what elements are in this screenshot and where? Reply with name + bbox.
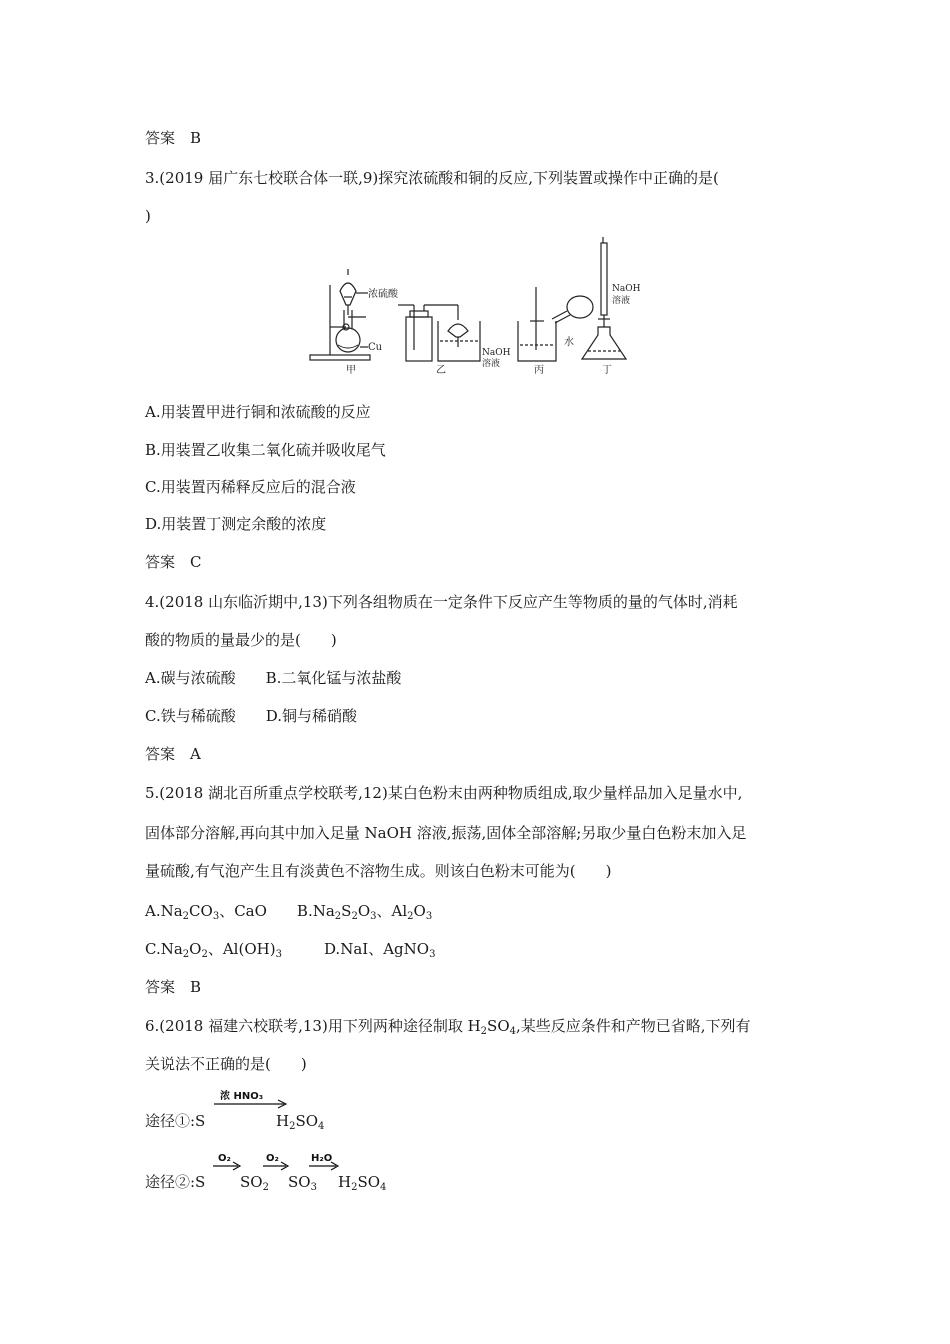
q4-options-row1	[145, 668, 401, 688]
apparatus-figure	[308, 235, 648, 375]
q4-option-a: A.碳与浓硫酸	[145, 669, 236, 687]
route2-label: 途径②:S	[145, 1173, 206, 1191]
answer-q4: 答案 A	[145, 745, 201, 763]
q3-option-d: D.用装置丁测定余酸的浓度	[145, 515, 327, 533]
label-naoh-2: NaOH	[612, 284, 641, 294]
label-ding: 丁	[602, 365, 612, 375]
route2-arrow3-label: H₂O	[311, 1153, 333, 1164]
q4-option-d: D.铜与稀硝酸	[265, 707, 357, 725]
q4-option-c: C.铁与稀硫酸	[145, 707, 236, 725]
q6-stem-line1-b: ,某些反应条件和产物已省略,下列有	[516, 1017, 751, 1035]
q3-option-c: C.用装置丙稀释反应后的混合液	[145, 478, 356, 496]
label-jia: 甲	[346, 365, 356, 375]
q3-stem-line1: 3.(2019 届广东七校联合体一联,9)探究浓硫酸和铜的反应,下列装置或操作中正确的是(	[145, 169, 719, 187]
route2-so2: $SO_2$	[240, 1173, 269, 1193]
label-solution-2: 溶液	[612, 296, 631, 306]
q5-options-row2: $C.Na_2O_2$、$Al(OH)_3$ D.NaI、AgNO$_3$	[145, 940, 436, 960]
label-water: 水	[564, 337, 574, 348]
q5-stem-line1: 5.(2018 湖北百所重点学校联考,12)某白色粉末由两种物质组成,取少量样品加入足量水中,	[145, 784, 743, 802]
q4-option-b: B.二氧化锰与浓盐酸	[265, 669, 402, 687]
route2-arrow-3	[308, 1150, 340, 1172]
route2-arrow-1	[212, 1150, 242, 1172]
label-conc-acid: 浓硫酸	[368, 289, 398, 300]
route2-arrow2-label: O₂	[266, 1153, 279, 1164]
q6-stem-line1: 6.(2018 福建六校联考,13)用下列两种途径制取 $H_2SO_4$,某些反应条件和产物已省略,下列有	[145, 1017, 751, 1037]
q3-stem-line2: )	[145, 207, 151, 225]
route2-arrow-2	[262, 1150, 290, 1172]
q6-stem-line1-a: 6.(2018 福建六校联考,13)用下列两种途径制取 H	[145, 1017, 481, 1035]
q3-option-b: B.用装置乙收集二氧化硫并吸收尾气	[145, 441, 386, 459]
q5-stem-line3: 量硫酸,有气泡产生且有淡黄色不溶物生成。则该白色粉末可能为( )	[145, 862, 612, 880]
route2-arrow1-label: O₂	[218, 1153, 231, 1164]
q3-option-a: A.用装置甲进行铜和浓硫酸的反应	[145, 403, 371, 421]
label-yi: 乙	[436, 365, 446, 375]
route1-arrow	[212, 1088, 292, 1110]
answer-q3: 答案 C	[145, 553, 202, 571]
apparatus-diagram	[308, 235, 648, 375]
answer-q5: 答案 B	[145, 978, 202, 996]
route1-label: 途径①:S	[145, 1112, 206, 1130]
answer-q2: 答案 B	[145, 129, 202, 147]
label-bing: 丙	[534, 365, 544, 375]
q4-stem-line1: 4.(2018 山东临沂期中,13)下列各组物质在一定条件下反应产生等物质的量的气体时,消耗	[145, 593, 738, 611]
route1-product: $H_2SO_4$	[276, 1112, 325, 1132]
route2-product: $H_2SO_4$	[338, 1173, 387, 1193]
q5-options-row1: $A.Na_2CO_3$、CaO $B.Na_2S_2O_3$、$Al_2O_3$	[145, 902, 433, 922]
label-cu: Cu	[368, 342, 383, 353]
label-solution-1: 溶液	[482, 359, 501, 369]
q6-stem-line2: 关说法不正确的是( )	[145, 1055, 307, 1073]
q5-stem-line2: 固体部分溶解,再向其中加入足量 NaOH 溶液,振荡,固体全部溶解;另取少量白色粉末加入足	[145, 824, 747, 842]
label-naoh-1: NaOH	[482, 348, 511, 358]
q4-options-row2	[145, 706, 357, 726]
route1-arrow-label: 浓 HNO₃	[220, 1091, 264, 1102]
route2-so3: $SO_3$	[288, 1173, 317, 1193]
q4-stem-line2: 酸的物质的量最少的是( )	[145, 631, 337, 649]
